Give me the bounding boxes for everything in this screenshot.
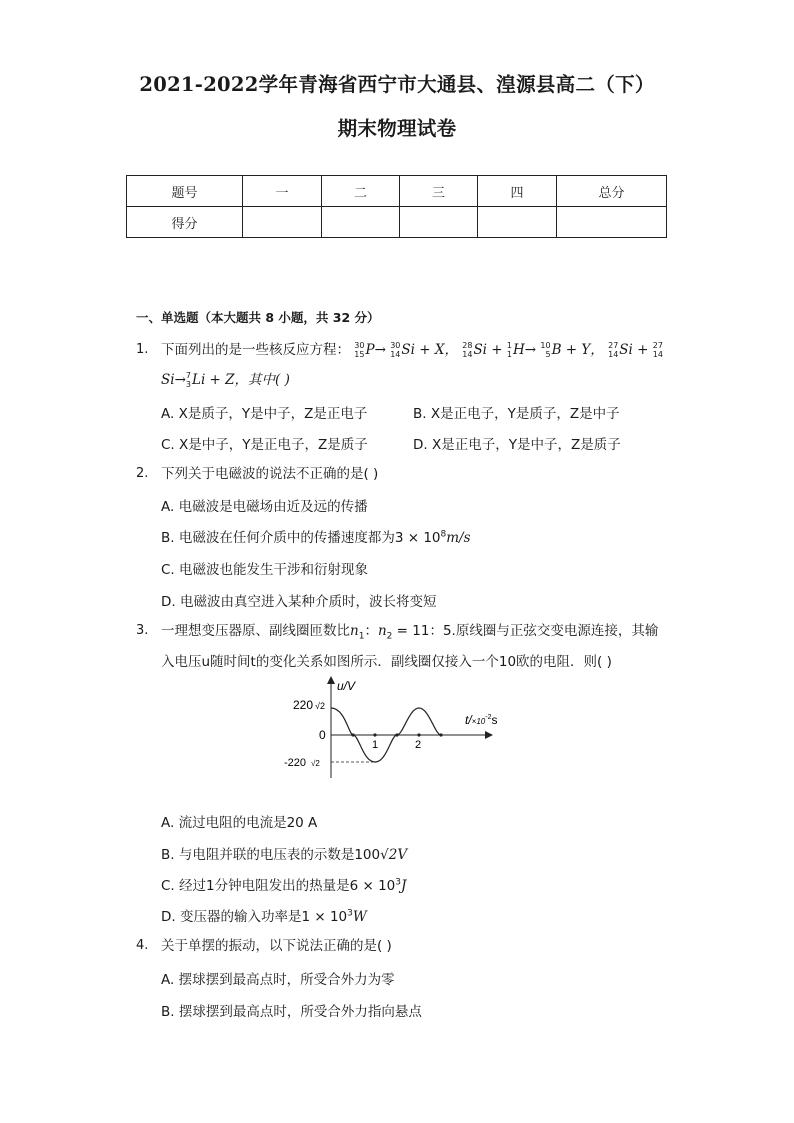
question-stem: 下面列出的是一些核反应方程： 30 15P→ 30 14Si + X， 28 14Si + 1 1H→ 10 5B + Y， 27 14Si + 27 14 [161,341,663,359]
x-tick-1: 1 [372,739,379,751]
question-stem-line2: 入电压u随时间t的变化关系如图所示．副线圈仅接入一个10欧的电阻．则( ) [161,654,612,670]
score-cell [400,207,478,238]
score-cell: 题号 [127,176,243,207]
score-cell: 总分 [557,176,667,207]
question-number: 1. [136,342,149,357]
score-cell: 一 [243,176,322,207]
data-point [351,733,354,736]
option-a[interactable]: A. 流过电阻的电流是20 A [161,815,318,831]
option-a[interactable]: A. 摆球摆到最高点时，所受合外力为零 [161,972,395,988]
nuclide-index: 28 14 [462,341,473,359]
data-point [439,733,442,736]
option-d[interactable]: D. 变压器的输入功率是$1 \times 10^3W$ [161,908,367,925]
option-a[interactable]: A. X是质子，Y是中子，Z是正电子 [161,406,368,422]
y-tick-zero: 0 [319,728,326,742]
score-cell: 三 [400,176,478,207]
question-stem-line2: Si→7 3Li + Z，其中( ) [161,371,290,389]
option-b[interactable]: B. X是正电子，Y是质子，Z是中子 [413,406,620,422]
data-point [373,733,376,736]
x-tick-2: 2 [415,739,422,751]
option-b[interactable]: B. 摆球摆到最高点时，所受合外力指向悬点 [161,1004,422,1020]
x-axis-label: $t/\times 10^{-2}s$ [465,713,498,727]
sqrt-2-label: √2 [315,701,325,711]
question-stem: 关于单摆的振动，以下说法正确的是( ) [161,938,392,954]
option-c[interactable]: C. X是中子，Y是正电子，Z是质子 [161,437,368,453]
nuclide-index: 27 14 [652,341,663,359]
question-number: 2. [136,466,149,481]
nuclide-index: 30 15 [354,341,365,359]
y-tick-top: 220 [293,698,314,712]
section-heading: 一、单选题（本大题共 8 小题，共 32 分） [136,310,380,325]
score-table-header-row [127,176,667,207]
score-cell: 四 [478,176,557,207]
data-point [417,733,420,736]
score-cell [557,207,667,238]
option-d[interactable]: D. 电磁波由真空进入某种介质时，波长将变短 [161,594,437,610]
score-table [126,175,667,238]
nuclide-index: 1 1 [506,341,512,359]
sqrt-2-label: √2 [311,759,320,768]
score-cell: 二 [322,176,400,207]
voltage-time-graph [275,672,515,782]
question-stem: 下列关于电磁波的说法不正确的是( ) [161,466,379,482]
score-cell: 得分 [127,207,243,238]
question-number: 3. [136,623,149,638]
exam-title-line1: 2021-2022学年青海省西宁市大通县、湟源县高二（下） [139,73,655,96]
y-tick-bottom: -220 [284,757,307,769]
score-table-score-row [127,207,667,238]
nuclide-index: 30 14 [390,341,401,359]
exam-title-line2: 期末物理试卷 [337,117,457,140]
nuclide-index: 27 14 [608,341,619,359]
nuclide-index: 7 3 [185,371,191,389]
question-number: 4. [136,938,149,953]
data-point [395,733,398,736]
score-cell [243,207,322,238]
option-d[interactable]: D. X是正电子，Y是中子，Z是质子 [413,437,621,453]
question-stem: 一理想变压器原、副线圈匝数比$n_1$：$n_2 = 11$：5.原线圈与正弦交变电源连接，其输 [161,623,659,642]
option-c[interactable]: C. 电磁波也能发生干涉和衍射现象 [161,562,369,578]
option-a[interactable]: A. 电磁波是电磁场由近及远的传播 [161,499,368,515]
nuclide-index: 10 5 [540,341,551,359]
score-cell [478,207,557,238]
option-c[interactable]: C. 经过1分钟电阻发出的热量是$6 \times 10^3J$ [161,877,407,894]
option-b[interactable]: B. 电磁波在任何介质中的传播速度都为$3 \times 10^8m/s$ [161,529,471,546]
y-axis-label: u/V [337,679,356,693]
option-b[interactable]: B. 与电阻并联的电压表的示数是100√2V [161,847,408,863]
score-cell [322,207,400,238]
